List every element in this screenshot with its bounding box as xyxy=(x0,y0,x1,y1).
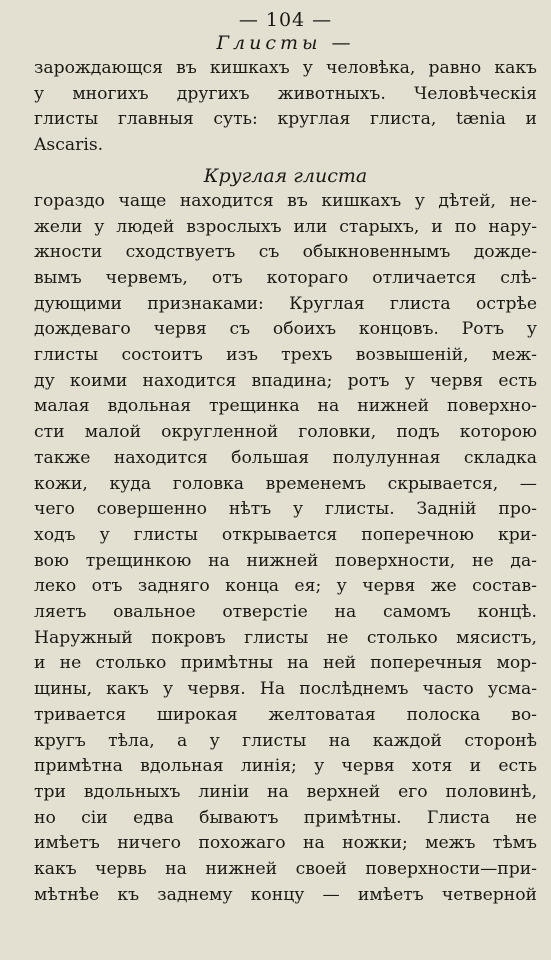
text-line: сти малой округленной головки, подъ которою xyxy=(34,422,537,443)
text-line: примѣтна вдольная линія; у червя хотя и есть xyxy=(34,756,537,777)
text-line: малая вдольная трещинка на нижней поверхно- xyxy=(34,396,537,417)
text-line: щины, какъ у червя. На послѣднемъ часто усма- xyxy=(34,679,537,700)
text-line: зарождающся въ кишкахъ у человѣка, равно какъ xyxy=(34,58,537,78)
text-line: и не столько примѣтны на ней поперечныя мор- xyxy=(34,653,537,674)
text-line: чего совершенно нѣтъ у глисты. Задній про- xyxy=(34,499,537,520)
page-number: — 104 — xyxy=(238,9,333,31)
text-line: глисты главныя суть: круглая глиста, tænia и xyxy=(34,109,537,130)
text-line: гораздо чаще находится въ кишкахъ у дѣтей, не- xyxy=(34,190,537,211)
text-line: ходъ у глисты открывается поперечною кри- xyxy=(34,524,537,545)
text-line: также находится большая полулунная складка xyxy=(34,447,537,468)
text-line: дождеваго червя съ обоихъ концовъ. Ротъ у xyxy=(34,319,537,340)
text-line: ду коими находится впадина; ротъ у червя есть xyxy=(34,370,537,391)
text-line: леко отъ задняго конца ея; у червя же состав- xyxy=(34,576,537,597)
running-head: Глисты — xyxy=(216,32,355,54)
text-line: мѣтнѣе къ заднему концу — имѣетъ четверной xyxy=(34,884,537,905)
text-line: жели у людей взрослыхъ или старыхъ, и по нару- xyxy=(34,216,537,237)
section-title: Круглая глиста xyxy=(203,164,368,187)
text-line: дующими признаками: Круглая глиста острѣе xyxy=(34,293,537,314)
text-line: глисты состоитъ изъ трехъ возвышеній, меж- xyxy=(34,345,537,366)
text-line: Ascaris. xyxy=(34,135,104,156)
text-line: ляетъ овальное отверстіе на самомъ концѣ. xyxy=(34,602,537,623)
text-line: триваетcя широкая желтоватая полоска во- xyxy=(34,704,537,725)
text-line: какъ червь на нижней своей поверхности—при- xyxy=(34,859,537,880)
text-line: три вдольныхъ линіи на верхней его половинѣ, xyxy=(34,781,537,802)
text-line: но сіи едва бываютъ примѣтны. Глиста не xyxy=(34,807,537,828)
text-line: кожи, куда головка временемъ скрывается, — xyxy=(34,473,537,494)
paragraph-continuation xyxy=(34,56,537,159)
text-line: кругъ тѣла, а у глисты на каждой сторонѣ xyxy=(34,730,537,751)
text-line: у многихъ другихъ животныхъ. Человѣческія xyxy=(34,83,537,104)
text-line: вою трещинкою на нижней поверхности, не да- xyxy=(34,550,537,571)
text-line: жности сходствуетъ съ обыкновеннымъ дожде- xyxy=(34,242,537,263)
text-line: вымъ червемъ, отъ котораго отличается слѣ- xyxy=(34,267,537,288)
text-line: имѣетъ ничего похожаго на ножки; межъ тѣмъ xyxy=(34,833,537,854)
text-line: Наружный покровъ глисты не столько мясистъ, xyxy=(34,627,537,648)
paragraph-main xyxy=(34,189,537,909)
